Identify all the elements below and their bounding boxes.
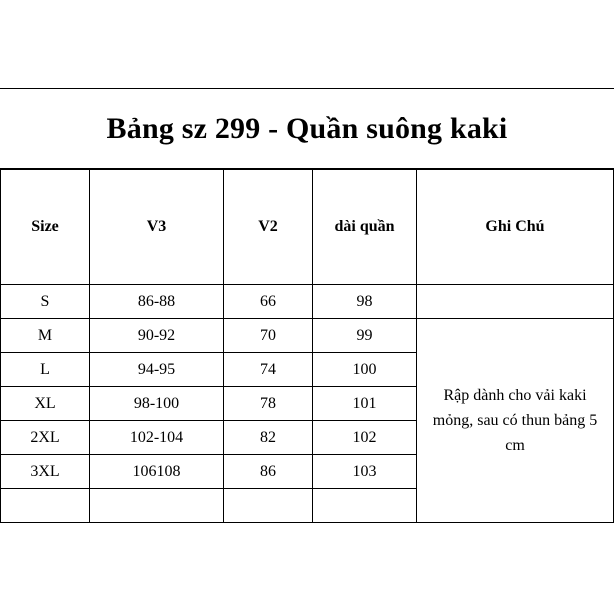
v2-cell: 74	[224, 353, 313, 387]
note-cell: Rập dành cho vải kaki mỏng, sau có thun bảng 5 cm	[417, 319, 614, 523]
v3-cell: 90-92	[90, 319, 224, 353]
v2-cell: 86	[224, 455, 313, 489]
length-cell: 100	[313, 353, 417, 387]
header-size: Size	[1, 169, 90, 285]
empty-cell	[1, 489, 90, 523]
v2-cell: 66	[224, 285, 313, 319]
header-note: Ghi Chú	[417, 169, 614, 285]
size-cell: 2XL	[1, 421, 90, 455]
empty-cell	[313, 489, 417, 523]
size-cell: 3XL	[1, 455, 90, 489]
empty-cell	[224, 489, 313, 523]
chart-title: Bảng sz 299 - Quần suông kaki	[0, 88, 614, 170]
v2-cell: 82	[224, 421, 313, 455]
note-cell-empty	[417, 285, 614, 319]
v3-cell: 86-88	[90, 285, 224, 319]
v3-cell: 102-104	[90, 421, 224, 455]
v3-cell: 94-95	[90, 353, 224, 387]
header-length: dài quần	[313, 169, 417, 285]
length-cell: 102	[313, 421, 417, 455]
size-cell: M	[1, 319, 90, 353]
length-cell: 98	[313, 285, 417, 319]
length-cell: 101	[313, 387, 417, 421]
size-cell: S	[1, 285, 90, 319]
header-row	[1, 169, 614, 285]
empty-cell	[90, 489, 224, 523]
length-cell: 99	[313, 319, 417, 353]
size-cell: XL	[1, 387, 90, 421]
size-cell: L	[1, 353, 90, 387]
header-v2: V2	[224, 169, 313, 285]
size-table	[0, 168, 614, 523]
v3-cell: 106108	[90, 455, 224, 489]
header-v3: V3	[90, 169, 224, 285]
size-chart	[0, 88, 614, 526]
length-cell: 103	[313, 455, 417, 489]
v2-cell: 78	[224, 387, 313, 421]
table-row	[1, 285, 614, 319]
table-row	[1, 319, 614, 353]
v2-cell: 70	[224, 319, 313, 353]
v3-cell: 98-100	[90, 387, 224, 421]
